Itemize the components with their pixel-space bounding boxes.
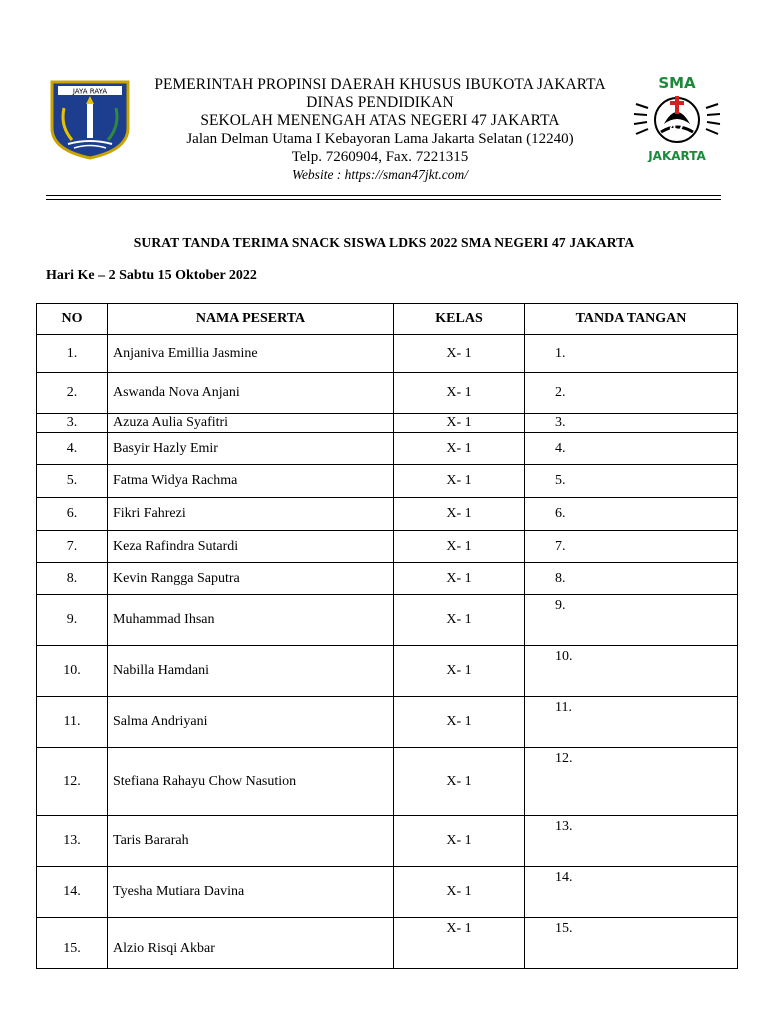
signature-cell[interactable] [525, 748, 738, 816]
table-row [37, 748, 738, 816]
row-no: 3. [66, 415, 78, 430]
row-no: 1. [66, 345, 78, 361]
row-name: Salma Andriyani [113, 714, 208, 729]
signature-cell[interactable] [525, 918, 738, 969]
row-name: Stefiana Rahayu Chow Nasution [113, 773, 297, 789]
row-class: X- 1 [446, 538, 472, 554]
row-sign-number: 6. [555, 506, 566, 521]
signature-cell[interactable] [525, 335, 738, 373]
row-class: X- 1 [446, 473, 472, 488]
table-row [37, 433, 738, 465]
row-name: Muhammad Ihsan [113, 612, 215, 627]
signature-cell[interactable] [525, 867, 738, 918]
table-row [37, 335, 738, 373]
signature-cell[interactable] [525, 595, 738, 646]
row-class: X- 1 [446, 773, 472, 789]
table-row [37, 918, 738, 969]
school-name: SEKOLAH MENENGAH ATAS NEGERI 47 JAKARTA [200, 112, 560, 129]
emblem-motto: JAYA RAYA [72, 87, 108, 96]
row-sign-number: 3. [555, 415, 566, 430]
header-name: NAMA PESERTA [108, 304, 394, 335]
table-row [37, 414, 738, 433]
letterhead [140, 76, 620, 183]
row-no: 14. [63, 884, 81, 899]
row-name: Nabilla Hamdani [113, 663, 210, 678]
row-no: 5. [66, 473, 78, 488]
row-sign-number: 13. [555, 819, 573, 834]
row-no: 8. [66, 570, 78, 586]
row-name: Fatma Widya Rachma [113, 473, 238, 488]
table-row [37, 465, 738, 498]
row-no: 2. [66, 385, 78, 400]
row-sign-number: 2. [555, 385, 566, 400]
letterhead-divider-bottom [46, 199, 721, 200]
row-class: X- 1 [446, 714, 472, 729]
signature-cell[interactable] [525, 531, 738, 563]
table-header-row [37, 304, 738, 335]
row-class: X- 1 [446, 440, 472, 456]
row-sign-number: 10. [555, 649, 573, 664]
row-class: X- 1 [446, 570, 472, 586]
row-name: Alzio Risqi Akbar [113, 941, 215, 956]
government-name: PEMERINTAH PROPINSI DAERAH KHUSUS IBUKOTA JAKARTA [154, 76, 606, 93]
row-class: X- 1 [446, 506, 472, 521]
row-sign-number: 8. [555, 570, 566, 586]
row-name: Anjaniva Emillia Jasmine [113, 345, 258, 361]
row-class: X- 1 [446, 921, 472, 936]
table-row [37, 867, 738, 918]
row-sign-number: 9. [555, 598, 566, 613]
header-signature: TANDA TANGAN [525, 304, 738, 335]
row-class: X- 1 [446, 415, 472, 430]
school-logo-bottom-text: JAKARTA [648, 149, 706, 162]
sma47-school-logo [626, 74, 728, 162]
school-phone: Telp. 7260904, Fax. 7221315 [291, 149, 469, 165]
school-logo-top-text: SMA [658, 74, 696, 92]
row-name: Tyesha Mutiara Davina [113, 884, 245, 899]
row-no: 10. [63, 663, 81, 678]
row-name: Basyir Hazly Emir [113, 440, 218, 456]
table-row [37, 697, 738, 748]
row-no: 7. [66, 538, 78, 554]
row-no: 15. [63, 941, 81, 956]
department-name: DINAS PENDIDIKAN [306, 94, 454, 111]
row-name: Aswanda Nova Anjani [113, 385, 240, 400]
table-row [37, 595, 738, 646]
signature-cell[interactable] [525, 414, 738, 433]
jakarta-emblem-logo [48, 78, 132, 160]
row-name: Fikri Fahrezi [113, 506, 186, 521]
document-title: SURAT TANDA TERIMA SNACK SISWA LDKS 2022 SMA NEGERI 47 JAKARTA [133, 235, 635, 250]
row-class: X- 1 [446, 612, 472, 627]
header-no: NO [37, 304, 108, 335]
row-class: X- 1 [446, 884, 472, 899]
letterhead-divider-top [46, 195, 721, 196]
table-row [37, 816, 738, 867]
signature-cell[interactable] [525, 646, 738, 697]
school-website: Website : https://sman47jkt.com/ [291, 167, 469, 182]
row-class: X- 1 [446, 345, 472, 361]
attendance-table [36, 303, 738, 969]
signature-cell[interactable] [525, 563, 738, 595]
row-name: Kevin Rangga Saputra [113, 570, 240, 586]
signature-cell[interactable] [525, 697, 738, 748]
school-logo-number: 47 [669, 121, 685, 134]
row-sign-number: 14. [555, 870, 573, 885]
row-name: Taris Bararah [113, 833, 189, 848]
row-no: 9. [66, 612, 78, 627]
table-row [37, 646, 738, 697]
row-no: 6. [66, 506, 78, 521]
row-name: Keza Rafindra Sutardi [113, 538, 239, 554]
row-sign-number: 4. [555, 440, 566, 456]
document-subtitle: Hari Ke – 2 Sabtu 15 Oktober 2022 [46, 268, 257, 283]
row-name: Azuza Aulia Syafitri [113, 415, 229, 430]
signature-cell[interactable] [525, 373, 738, 414]
row-sign-number: 5. [555, 473, 566, 488]
table-row [37, 531, 738, 563]
table-row [37, 498, 738, 531]
school-address: Jalan Delman Utama I Kebayoran Lama Jakarta Selatan (12240) [186, 131, 574, 147]
row-sign-number: 11. [555, 700, 572, 715]
row-sign-number: 7. [555, 538, 566, 554]
signature-cell[interactable] [525, 433, 738, 465]
signature-cell[interactable] [525, 465, 738, 498]
row-no: 11. [63, 714, 81, 729]
table-row [37, 373, 738, 414]
signature-cell[interactable] [525, 816, 738, 867]
row-no: 4. [66, 440, 78, 456]
row-no: 13. [63, 833, 81, 848]
row-sign-number: 12. [555, 751, 573, 766]
row-class: X- 1 [446, 385, 472, 400]
row-class: X- 1 [446, 833, 472, 848]
table-row [37, 563, 738, 595]
header-class: KELAS [394, 304, 525, 335]
row-sign-number: 1. [555, 345, 566, 361]
row-no: 12. [63, 773, 81, 789]
row-class: X- 1 [446, 663, 472, 678]
row-sign-number: 15. [555, 921, 573, 936]
signature-cell[interactable] [525, 498, 738, 531]
